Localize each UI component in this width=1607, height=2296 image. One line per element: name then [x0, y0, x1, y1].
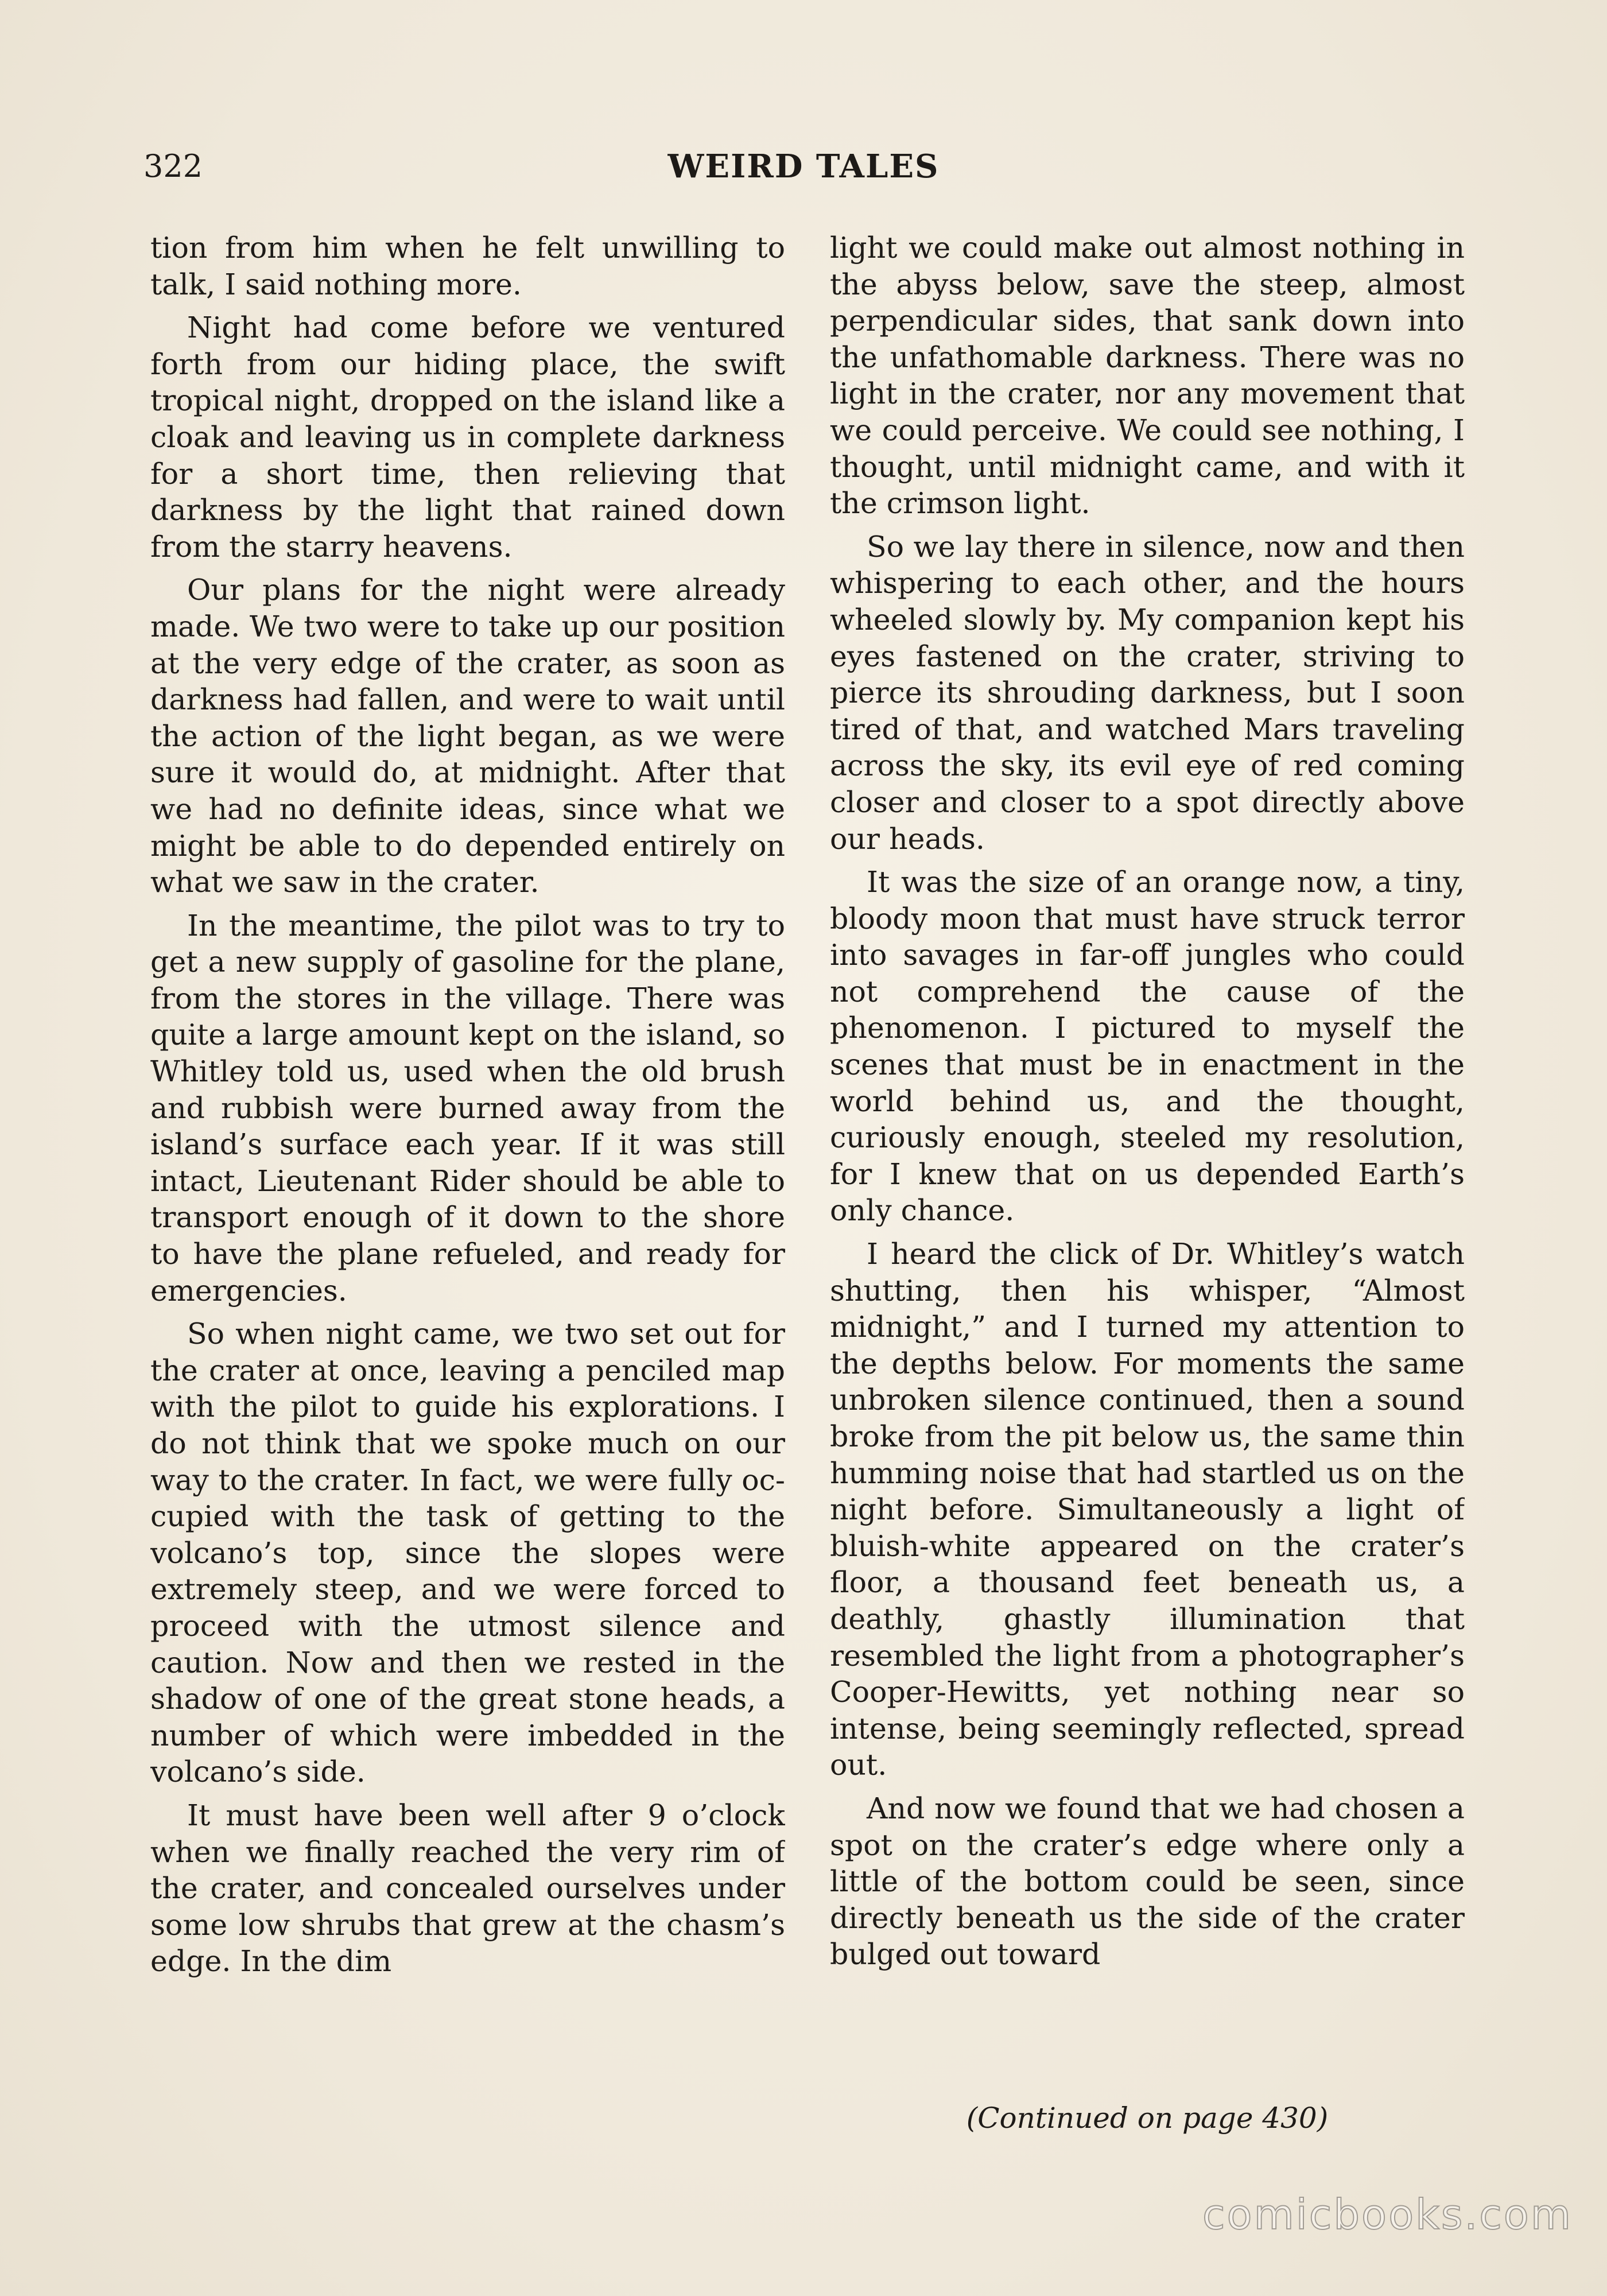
left-column — [150, 230, 785, 2118]
running-head: WEIRD TALES — [667, 148, 940, 185]
page-number: 322 — [143, 148, 203, 184]
paragraph: And now we found that we had chosen a spot on the crater’s edge where only a little of the bottom could be seen, since directly beneath us the side of the crater bulged out toward — [830, 1791, 1465, 1972]
paragraph: It must have been well after 9 o’clock when we finally reached the very rim of the crater, and concealed ourselves under some low shrubs that grew at the chasm’s edge. In the dim — [150, 1798, 785, 1979]
text-columns — [150, 230, 1465, 2118]
paragraph: So we lay there in silence, now and then whispering to each other, and the hours wheeled slowly by. My companion kept his eyes fastened on the crater, striving to pierce its shrouding darkness, but I soon tired of that, and watched Mars traveling across the sky, its evil eye of red coming closer and closer to a spot directly above our heads. — [830, 529, 1465, 856]
paragraph: Our plans for the night were already made. We two were to take up our position at the very edge of the crater, as soon as darkness had fallen, and were to wait until the action of the light began, as we were sure it would do, at midnight. After that we had no definite ideas, since what we might be able to do depended entirely on what we saw in the crater. — [150, 573, 785, 899]
watermark-logo: comicbooks.com — [1202, 2190, 1573, 2239]
paragraph: It was the size of an orange now, a tiny, bloody moon that must have struck terror into savages in far-off jungles who could not comprehend the cause of the phenomenon. I pictured to myself the scenes that must be in enactment in the world behind us, and the thought, curiously enough, steeled my resolution, for I knew that on us depended Earth’s only chance. — [830, 865, 1465, 1228]
page-header — [143, 144, 1464, 189]
paragraph: In the meantime, the pilot was to try to get a new supply of gasoline for the plane, from the stores in the village. There was quite a large amount kept on the island, so Whitley told us, used when the old brush and rubbish were burned away from the island’s surface each year. If it was still intact, Lieutenant Rider should be able to transport enough of it down to the shore to have the plane refueled, and ready for emergencies. — [150, 908, 785, 1308]
paragraph: Night had come before we ventured forth from our hiding place, the swift tropical night, dropped on the island like a cloak and leaving us in complete darkness for a short time, then relieving that darkness by the light that rained down from the starry heavens. — [150, 311, 785, 564]
paragraph: tion from him when he felt unwilling to talk, I said nothing more. — [150, 231, 785, 301]
right-column — [830, 230, 1465, 2118]
continued-note: (Continued on page 430) — [966, 2101, 1329, 2135]
paragraph: I heard the click of Dr. Whitley’s watch shutting, then his whisper, “Almost midnight,” and I turned my attention to the depths below. For moments the same unbroken silence continued, then a sound broke from the pit below us, the same thin humming noise that had startled us on the night before. Simultaneously a light of bluish-white appeared on the crater’s floor, a thousand feet beneath us, a deathly, ghastly illumination that resembled the light from a photographer’s Cooper-Hewitts, yet nothing near so intense, being seemingly reflected, spread out. — [830, 1237, 1465, 1782]
paragraph: light we could make out almost nothing in the abyss below, save the steep, almost perpendicular sides, that sank down into the unfathomable darkness. There was no light in the crater, nor any movement that we could perceive. We could see nothing, I thought, until midnight came, and with it the crimson light. — [830, 231, 1465, 521]
paragraph: So when night came, we two set out for the crater at once, leaving a penciled map with the pilot to guide his explorations. I do not think that we spoke much on our way to the crater. In fact, we were fully occupied with the task of getting to the volcano’s top, since the slopes were extremely steep, and we were forced to proceed with the utmost silence and caution. Now and then we rested in the shadow of one of the great stone heads, a number of which were imbedded in the volcano’s side. — [150, 1317, 785, 1789]
